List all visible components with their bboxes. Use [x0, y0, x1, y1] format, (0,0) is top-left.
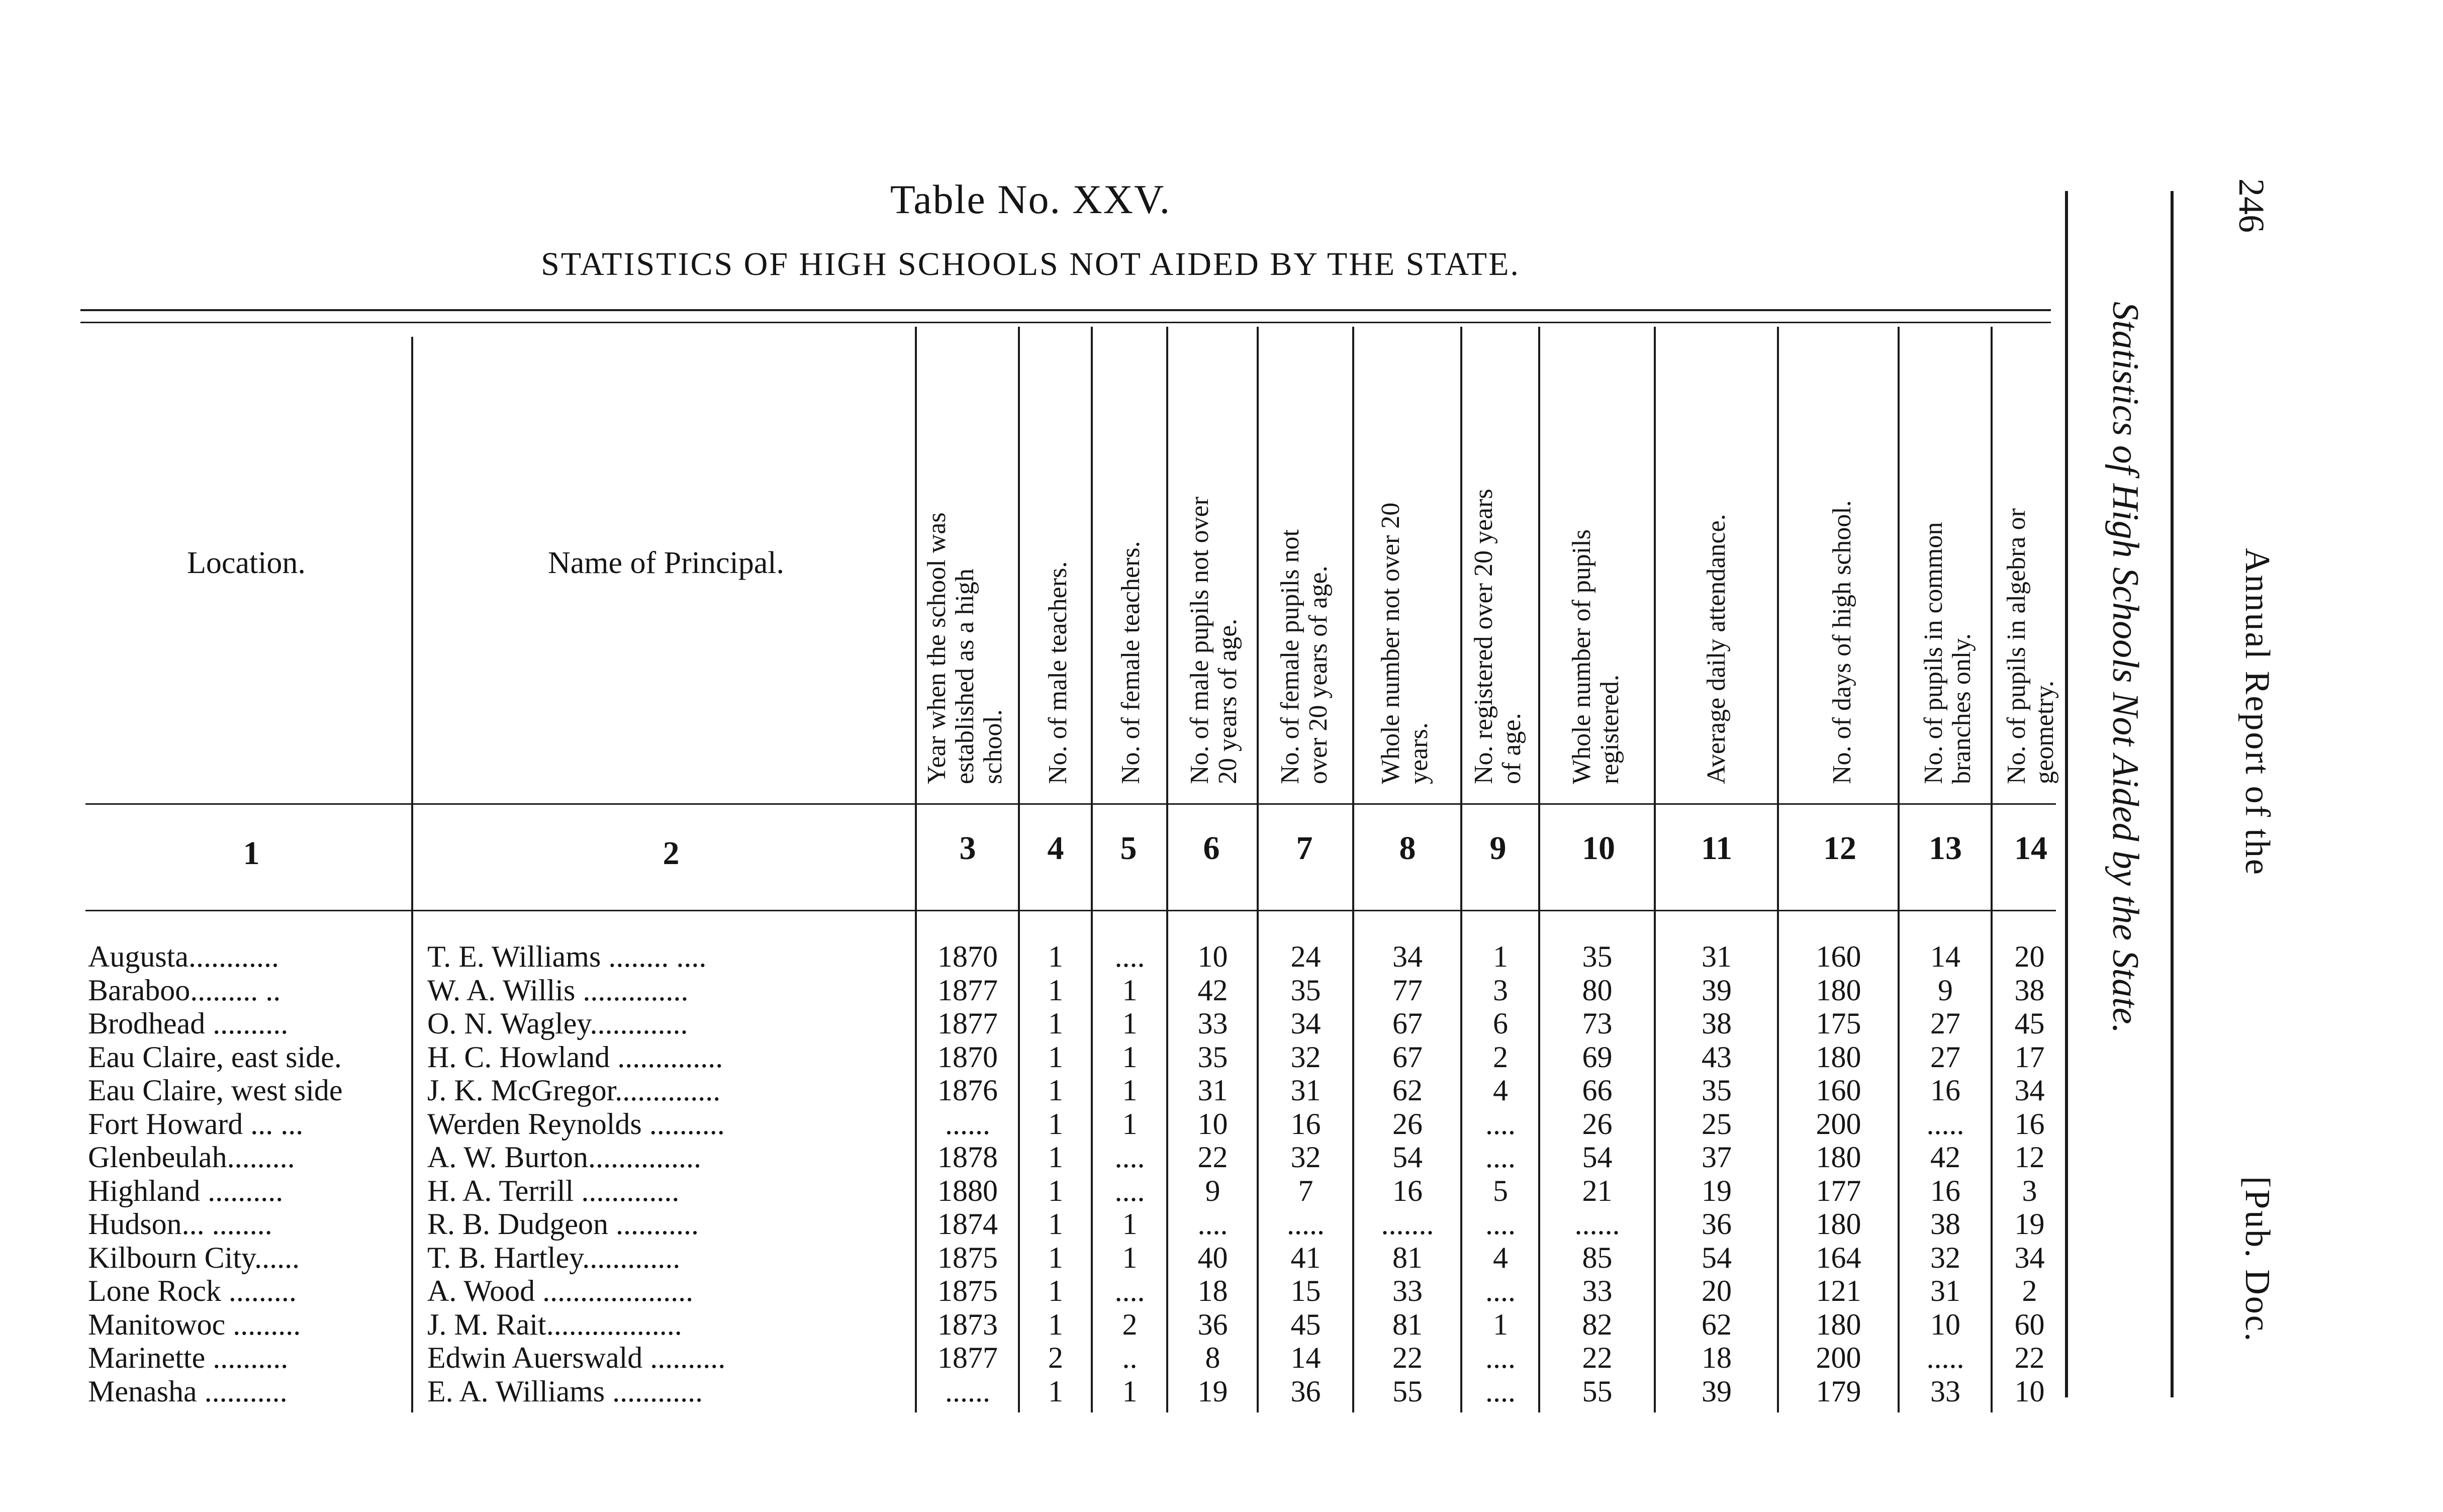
- cell-days: 121: [1816, 1274, 1861, 1307]
- cell-over-20: ....: [1485, 1207, 1516, 1241]
- cell-avg-attendance: 62: [1702, 1307, 1732, 1341]
- cell-common-branches: 16: [1930, 1174, 1960, 1207]
- table-title: Table No. XXV.: [890, 176, 1171, 222]
- cell-principal: T. B. Hartley.............: [427, 1241, 681, 1274]
- cell-whole-under-20: 55: [1392, 1374, 1423, 1408]
- cell-principal: W. A. Willis ..............: [427, 973, 689, 1007]
- cell-whole-under-20: 16: [1392, 1174, 1423, 1207]
- cell-common-branches: 27: [1930, 1040, 1960, 1074]
- cell-female-teachers: 1: [1122, 1040, 1138, 1074]
- cell-female-teachers: ....: [1114, 1274, 1145, 1307]
- cell-algebra-geometry: 38: [2014, 973, 2045, 1007]
- cell-avg-attendance: 43: [1702, 1040, 1732, 1074]
- running-tail: [Pub. Doc.: [2238, 1176, 2277, 1343]
- column-number: 13: [1929, 830, 1962, 867]
- cell-female-teachers: ....: [1114, 940, 1145, 973]
- cell-location: Baraboo......... ..: [88, 973, 281, 1007]
- cell-female-teachers: ....: [1114, 1174, 1145, 1207]
- cell-days: 180: [1816, 1040, 1861, 1074]
- header-whole-registered: Whole number of pupils registered.: [1567, 529, 1624, 784]
- cell-male-teachers: 1: [1048, 973, 1063, 1007]
- side-title: Statistics of High Schools Not Aided by the State.: [2105, 302, 2146, 1033]
- cell-male-pupils: 18: [1197, 1274, 1228, 1307]
- cell-whole-registered: 33: [1582, 1274, 1613, 1307]
- table-subtitle: STATISTICS OF HIGH SCHOOLS NOT AIDED BY THE STATE.: [541, 246, 1520, 282]
- cell-location: Glenbeulah.........: [88, 1141, 295, 1174]
- column-number: 9: [1489, 830, 1507, 867]
- cell-female-teachers: 1: [1122, 1374, 1138, 1408]
- cell-location: Marinette ..........: [88, 1341, 289, 1374]
- cell-location: Eau Claire, east side.: [88, 1040, 342, 1074]
- cell-avg-attendance: 35: [1702, 1074, 1732, 1107]
- column-divider: [1460, 327, 1462, 1412]
- column-divider: [1257, 327, 1259, 1412]
- cell-common-branches: 16: [1930, 1074, 1960, 1107]
- column-divider: [1777, 327, 1779, 1412]
- cell-whole-under-20: 67: [1392, 1007, 1423, 1040]
- cell-common-branches: 38: [1930, 1207, 1960, 1241]
- column-number: 12: [1823, 830, 1856, 867]
- cell-principal: R. B. Dudgeon ...........: [427, 1207, 699, 1241]
- header-year-established: Year when the school was established as a high school.: [922, 512, 1007, 784]
- cell-female-pupils: 32: [1290, 1040, 1321, 1074]
- cell-location: Lone Rock .........: [88, 1274, 297, 1307]
- cell-female-pupils: 15: [1290, 1274, 1321, 1307]
- cell-male-pupils: 9: [1205, 1174, 1220, 1207]
- cell-year: 1873: [937, 1307, 998, 1341]
- cell-male-pupils: 22: [1197, 1141, 1228, 1174]
- cell-year: 1870: [937, 1040, 998, 1074]
- column-number: 7: [1296, 830, 1313, 867]
- column-divider: [1898, 327, 1900, 1412]
- cell-female-pupils: 36: [1290, 1374, 1321, 1408]
- cell-male-teachers: 1: [1048, 1074, 1063, 1107]
- cell-algebra-geometry: 60: [2014, 1307, 2045, 1341]
- cell-common-branches: 32: [1930, 1241, 1960, 1274]
- cell-year: 1878: [937, 1141, 998, 1174]
- cell-year: 1877: [937, 1007, 998, 1040]
- cell-algebra-geometry: 22: [2014, 1341, 2045, 1374]
- cell-whole-under-20: 33: [1392, 1274, 1423, 1307]
- cell-location: Manitowoc .........: [88, 1307, 301, 1341]
- cell-whole-registered: 80: [1582, 973, 1613, 1007]
- cell-male-teachers: 2: [1048, 1341, 1063, 1374]
- cell-whole-under-20: 81: [1392, 1241, 1423, 1274]
- header-male-pupils: No. of male pupils not over 20 years of age.: [1185, 497, 1242, 784]
- cell-days: 160: [1816, 940, 1861, 973]
- column-divider: [915, 327, 917, 1412]
- cell-principal: Edwin Auerswald ..........: [427, 1341, 726, 1374]
- cell-avg-attendance: 39: [1702, 973, 1732, 1007]
- cell-female-pupils: 41: [1290, 1241, 1321, 1274]
- column-number: 3: [959, 830, 976, 867]
- cell-days: 160: [1816, 1074, 1861, 1107]
- cell-whole-under-20: 62: [1392, 1074, 1423, 1107]
- cell-year: 1870: [937, 940, 998, 973]
- header-location: Location.: [187, 546, 306, 580]
- top-rule: [80, 309, 2051, 311]
- cell-over-20: 6: [1493, 1007, 1508, 1040]
- cell-whole-registered: 73: [1582, 1007, 1613, 1040]
- cell-female-teachers: 1: [1122, 1107, 1138, 1141]
- cell-female-pupils: 32: [1290, 1141, 1321, 1174]
- cell-whole-registered: 35: [1582, 940, 1613, 973]
- cell-principal: H. C. Howland ..............: [427, 1040, 723, 1074]
- header-common-branches: No. of pupils in common branches only.: [1919, 522, 1976, 784]
- header-algebra-geometry: No. of pupils in algebra or geometry.: [2002, 508, 2059, 784]
- cell-over-20: 5: [1493, 1174, 1508, 1207]
- number-rule: [85, 910, 2056, 911]
- cell-year: 1876: [937, 1074, 998, 1107]
- header-female-pupils: No. of female pupils not over 20 years of age.: [1276, 529, 1333, 784]
- header-male-teachers: No. of male teachers.: [1044, 561, 1072, 784]
- cell-algebra-geometry: 17: [2014, 1040, 2045, 1074]
- cell-whole-registered: 66: [1582, 1074, 1613, 1107]
- column-number: 10: [1582, 830, 1615, 867]
- cell-days: 180: [1816, 1307, 1861, 1341]
- cell-male-teachers: 1: [1048, 940, 1063, 973]
- running-head: Annual Report of the: [2238, 548, 2277, 876]
- cell-principal: A. W. Burton...............: [427, 1141, 702, 1174]
- cell-common-branches: 10: [1930, 1307, 1960, 1341]
- cell-algebra-geometry: 3: [2022, 1174, 2037, 1207]
- cell-whole-registered: 21: [1582, 1174, 1613, 1207]
- cell-male-pupils: 36: [1197, 1307, 1228, 1341]
- cell-female-pupils: 14: [1290, 1341, 1321, 1374]
- column-number: 14: [2014, 830, 2047, 867]
- cell-location: Fort Howard ... ...: [88, 1107, 304, 1141]
- column-divider: [1352, 327, 1354, 1412]
- cell-male-teachers: 1: [1048, 1141, 1063, 1174]
- cell-days: 200: [1816, 1107, 1861, 1141]
- cell-avg-attendance: 25: [1702, 1107, 1732, 1141]
- cell-whole-under-20: 54: [1392, 1141, 1423, 1174]
- cell-whole-registered: 54: [1582, 1141, 1613, 1174]
- cell-male-pupils: 8: [1205, 1341, 1220, 1374]
- cell-over-20: 1: [1493, 1307, 1508, 1341]
- cell-principal: E. A. Williams ............: [427, 1374, 703, 1408]
- cell-year: 1877: [937, 1341, 998, 1374]
- cell-female-teachers: 1: [1122, 1207, 1138, 1241]
- column-number: 8: [1399, 830, 1416, 867]
- cell-days: 164: [1816, 1241, 1861, 1274]
- cell-female-pupils: 35: [1290, 973, 1321, 1007]
- cell-over-20: 4: [1493, 1241, 1508, 1274]
- cell-whole-under-20: 34: [1392, 940, 1423, 973]
- top-rule-2: [80, 322, 2051, 323]
- cell-avg-attendance: 37: [1702, 1141, 1732, 1174]
- cell-whole-under-20: 26: [1392, 1107, 1423, 1141]
- cell-common-branches: 33: [1930, 1374, 1960, 1408]
- cell-location: Highland ..........: [88, 1174, 284, 1207]
- cell-year: 1875: [937, 1274, 998, 1307]
- cell-female-teachers: 1: [1122, 1074, 1138, 1107]
- cell-female-teachers: ....: [1114, 1141, 1145, 1174]
- cell-male-teachers: 1: [1048, 1174, 1063, 1207]
- cell-male-teachers: 1: [1048, 1307, 1063, 1341]
- column-number: 2: [663, 835, 680, 872]
- cell-female-pupils: 24: [1290, 940, 1321, 973]
- cell-location: Eau Claire, west side: [88, 1074, 343, 1107]
- column-divider: [1091, 327, 1093, 1412]
- cell-algebra-geometry: 16: [2014, 1107, 2045, 1141]
- cell-whole-under-20: 77: [1392, 973, 1423, 1007]
- column-divider: [411, 337, 413, 1412]
- cell-whole-registered: 26: [1582, 1107, 1613, 1141]
- cell-location: Menasha ...........: [88, 1374, 288, 1408]
- cell-whole-under-20: 22: [1392, 1341, 1423, 1374]
- cell-common-branches: .....: [1926, 1341, 1964, 1374]
- cell-male-teachers: 1: [1048, 1241, 1063, 1274]
- cell-common-branches: .....: [1926, 1107, 1964, 1141]
- column-number: 5: [1120, 830, 1137, 867]
- cell-year: 1874: [937, 1207, 998, 1241]
- cell-over-20: 2: [1493, 1040, 1508, 1074]
- cell-common-branches: 9: [1938, 973, 1953, 1007]
- cell-common-branches: 42: [1930, 1141, 1960, 1174]
- cell-algebra-geometry: 34: [2014, 1241, 2045, 1274]
- cell-over-20: 3: [1493, 973, 1508, 1007]
- cell-whole-registered: 22: [1582, 1341, 1613, 1374]
- cell-principal: J. M. Rait..................: [427, 1307, 682, 1341]
- cell-female-pupils: 7: [1298, 1174, 1313, 1207]
- column-number: 1: [243, 835, 260, 872]
- cell-location: Augusta............: [88, 940, 279, 973]
- cell-male-pupils: 33: [1197, 1007, 1228, 1040]
- cell-principal: T. E. Williams ........ ....: [427, 940, 707, 973]
- cell-over-20: ....: [1485, 1141, 1516, 1174]
- cell-common-branches: 14: [1930, 940, 1960, 973]
- cell-days: 200: [1816, 1341, 1861, 1374]
- cell-principal: H. A. Terrill .............: [427, 1174, 680, 1207]
- cell-days: 175: [1816, 1007, 1861, 1040]
- cell-female-pupils: 31: [1290, 1074, 1321, 1107]
- cell-whole-registered: 82: [1582, 1307, 1613, 1341]
- cell-year: 1877: [937, 973, 998, 1007]
- cell-avg-attendance: 18: [1702, 1341, 1732, 1374]
- cell-over-20: 4: [1493, 1074, 1508, 1107]
- cell-whole-under-20: .......: [1381, 1207, 1434, 1241]
- cell-male-pupils: 42: [1197, 973, 1228, 1007]
- header-registered-over-20: No. registered over 20 years of age.: [1469, 489, 1526, 784]
- cell-year: 1875: [937, 1241, 998, 1274]
- cell-whole-registered: 55: [1582, 1374, 1613, 1408]
- header-rule: [85, 803, 2056, 805]
- cell-location: Brodhead ..........: [88, 1007, 289, 1040]
- cell-avg-attendance: 38: [1702, 1007, 1732, 1040]
- cell-female-teachers: 1: [1122, 1007, 1138, 1040]
- column-number: 11: [1701, 830, 1733, 867]
- cell-algebra-geometry: 20: [2014, 940, 2045, 973]
- column-divider: [1991, 327, 1993, 1412]
- cell-year: ......: [945, 1107, 990, 1141]
- cell-over-20: ....: [1485, 1374, 1516, 1408]
- cell-female-teachers: 1: [1122, 973, 1138, 1007]
- cell-days: 179: [1816, 1374, 1861, 1408]
- cell-principal: O. N. Wagley.............: [427, 1007, 688, 1040]
- cell-year: ......: [945, 1374, 990, 1408]
- cell-over-20: ....: [1485, 1274, 1516, 1307]
- cell-male-pupils: 19: [1197, 1374, 1228, 1408]
- cell-algebra-geometry: 34: [2014, 1074, 2045, 1107]
- header-principal: Name of Principal.: [547, 546, 785, 580]
- cell-female-pupils: .....: [1287, 1207, 1325, 1241]
- cell-whole-registered: 69: [1582, 1040, 1613, 1074]
- cell-algebra-geometry: 10: [2014, 1374, 2045, 1408]
- cell-female-pupils: 45: [1290, 1307, 1321, 1341]
- cell-female-teachers: ..: [1122, 1341, 1138, 1374]
- cell-male-teachers: 1: [1048, 1107, 1063, 1141]
- cell-male-teachers: 1: [1048, 1040, 1063, 1074]
- cell-location: Kilbourn City......: [88, 1241, 300, 1274]
- cell-whole-under-20: 81: [1392, 1307, 1423, 1341]
- cell-female-pupils: 34: [1290, 1007, 1321, 1040]
- column-divider: [1018, 327, 1020, 1412]
- cell-avg-attendance: 20: [1702, 1274, 1732, 1307]
- cell-days: 180: [1816, 1141, 1861, 1174]
- cell-days: 180: [1816, 973, 1861, 1007]
- cell-whole-registered: 85: [1582, 1241, 1613, 1274]
- cell-whole-under-20: 67: [1392, 1040, 1423, 1074]
- column-divider: [1654, 327, 1656, 1412]
- cell-male-pupils: 31: [1197, 1074, 1228, 1107]
- column-divider: [1166, 327, 1168, 1412]
- cell-principal: J. K. McGregor..............: [427, 1074, 721, 1107]
- column-divider: [1538, 327, 1540, 1412]
- cell-male-pupils: ....: [1197, 1207, 1228, 1241]
- cell-female-teachers: 2: [1122, 1307, 1138, 1341]
- cell-male-teachers: 1: [1048, 1274, 1063, 1307]
- column-number: 6: [1203, 830, 1220, 867]
- page-edge-rule: [2171, 191, 2174, 1397]
- header-days-high-school: No. of days of high school.: [1828, 500, 1856, 784]
- cell-algebra-geometry: 12: [2014, 1141, 2045, 1174]
- cell-common-branches: 27: [1930, 1007, 1960, 1040]
- cell-male-pupils: 10: [1197, 1107, 1228, 1141]
- cell-principal: Werden Reynolds ..........: [427, 1107, 725, 1141]
- cell-location: Hudson... ........: [88, 1207, 272, 1241]
- cell-male-pupils: 40: [1197, 1241, 1228, 1274]
- cell-year: 1880: [937, 1174, 998, 1207]
- cell-days: 177: [1816, 1174, 1861, 1207]
- cell-over-20: ....: [1485, 1107, 1516, 1141]
- header-average-attendance: Average daily attendance.: [1702, 514, 1731, 784]
- header-whole-under-20: Whole number not over 20 years.: [1376, 502, 1433, 784]
- cell-male-pupils: 35: [1197, 1040, 1228, 1074]
- cell-avg-attendance: 39: [1702, 1374, 1732, 1408]
- cell-female-pupils: 16: [1290, 1107, 1321, 1141]
- cell-avg-attendance: 36: [1702, 1207, 1732, 1241]
- cell-days: 180: [1816, 1207, 1861, 1241]
- page-number: 246: [2231, 178, 2272, 233]
- column-number: 4: [1047, 830, 1064, 867]
- cell-male-teachers: 1: [1048, 1207, 1063, 1241]
- cell-female-teachers: 1: [1122, 1241, 1138, 1274]
- cell-male-teachers: 1: [1048, 1007, 1063, 1040]
- cell-over-20: ....: [1485, 1341, 1516, 1374]
- cell-avg-attendance: 54: [1702, 1241, 1732, 1274]
- cell-algebra-geometry: 19: [2014, 1207, 2045, 1241]
- cell-whole-registered: ......: [1574, 1207, 1620, 1241]
- cell-male-teachers: 1: [1048, 1374, 1063, 1408]
- header-female-teachers: No. of female teachers.: [1116, 541, 1145, 784]
- cell-algebra-geometry: 45: [2014, 1007, 2045, 1040]
- cell-avg-attendance: 19: [1702, 1174, 1732, 1207]
- cell-principal: A. Wood ....................: [427, 1274, 694, 1307]
- cell-avg-attendance: 31: [1702, 940, 1732, 973]
- cell-male-pupils: 10: [1197, 940, 1228, 973]
- cell-algebra-geometry: 2: [2022, 1274, 2037, 1307]
- cell-common-branches: 31: [1930, 1274, 1960, 1307]
- cell-over-20: 1: [1493, 940, 1508, 973]
